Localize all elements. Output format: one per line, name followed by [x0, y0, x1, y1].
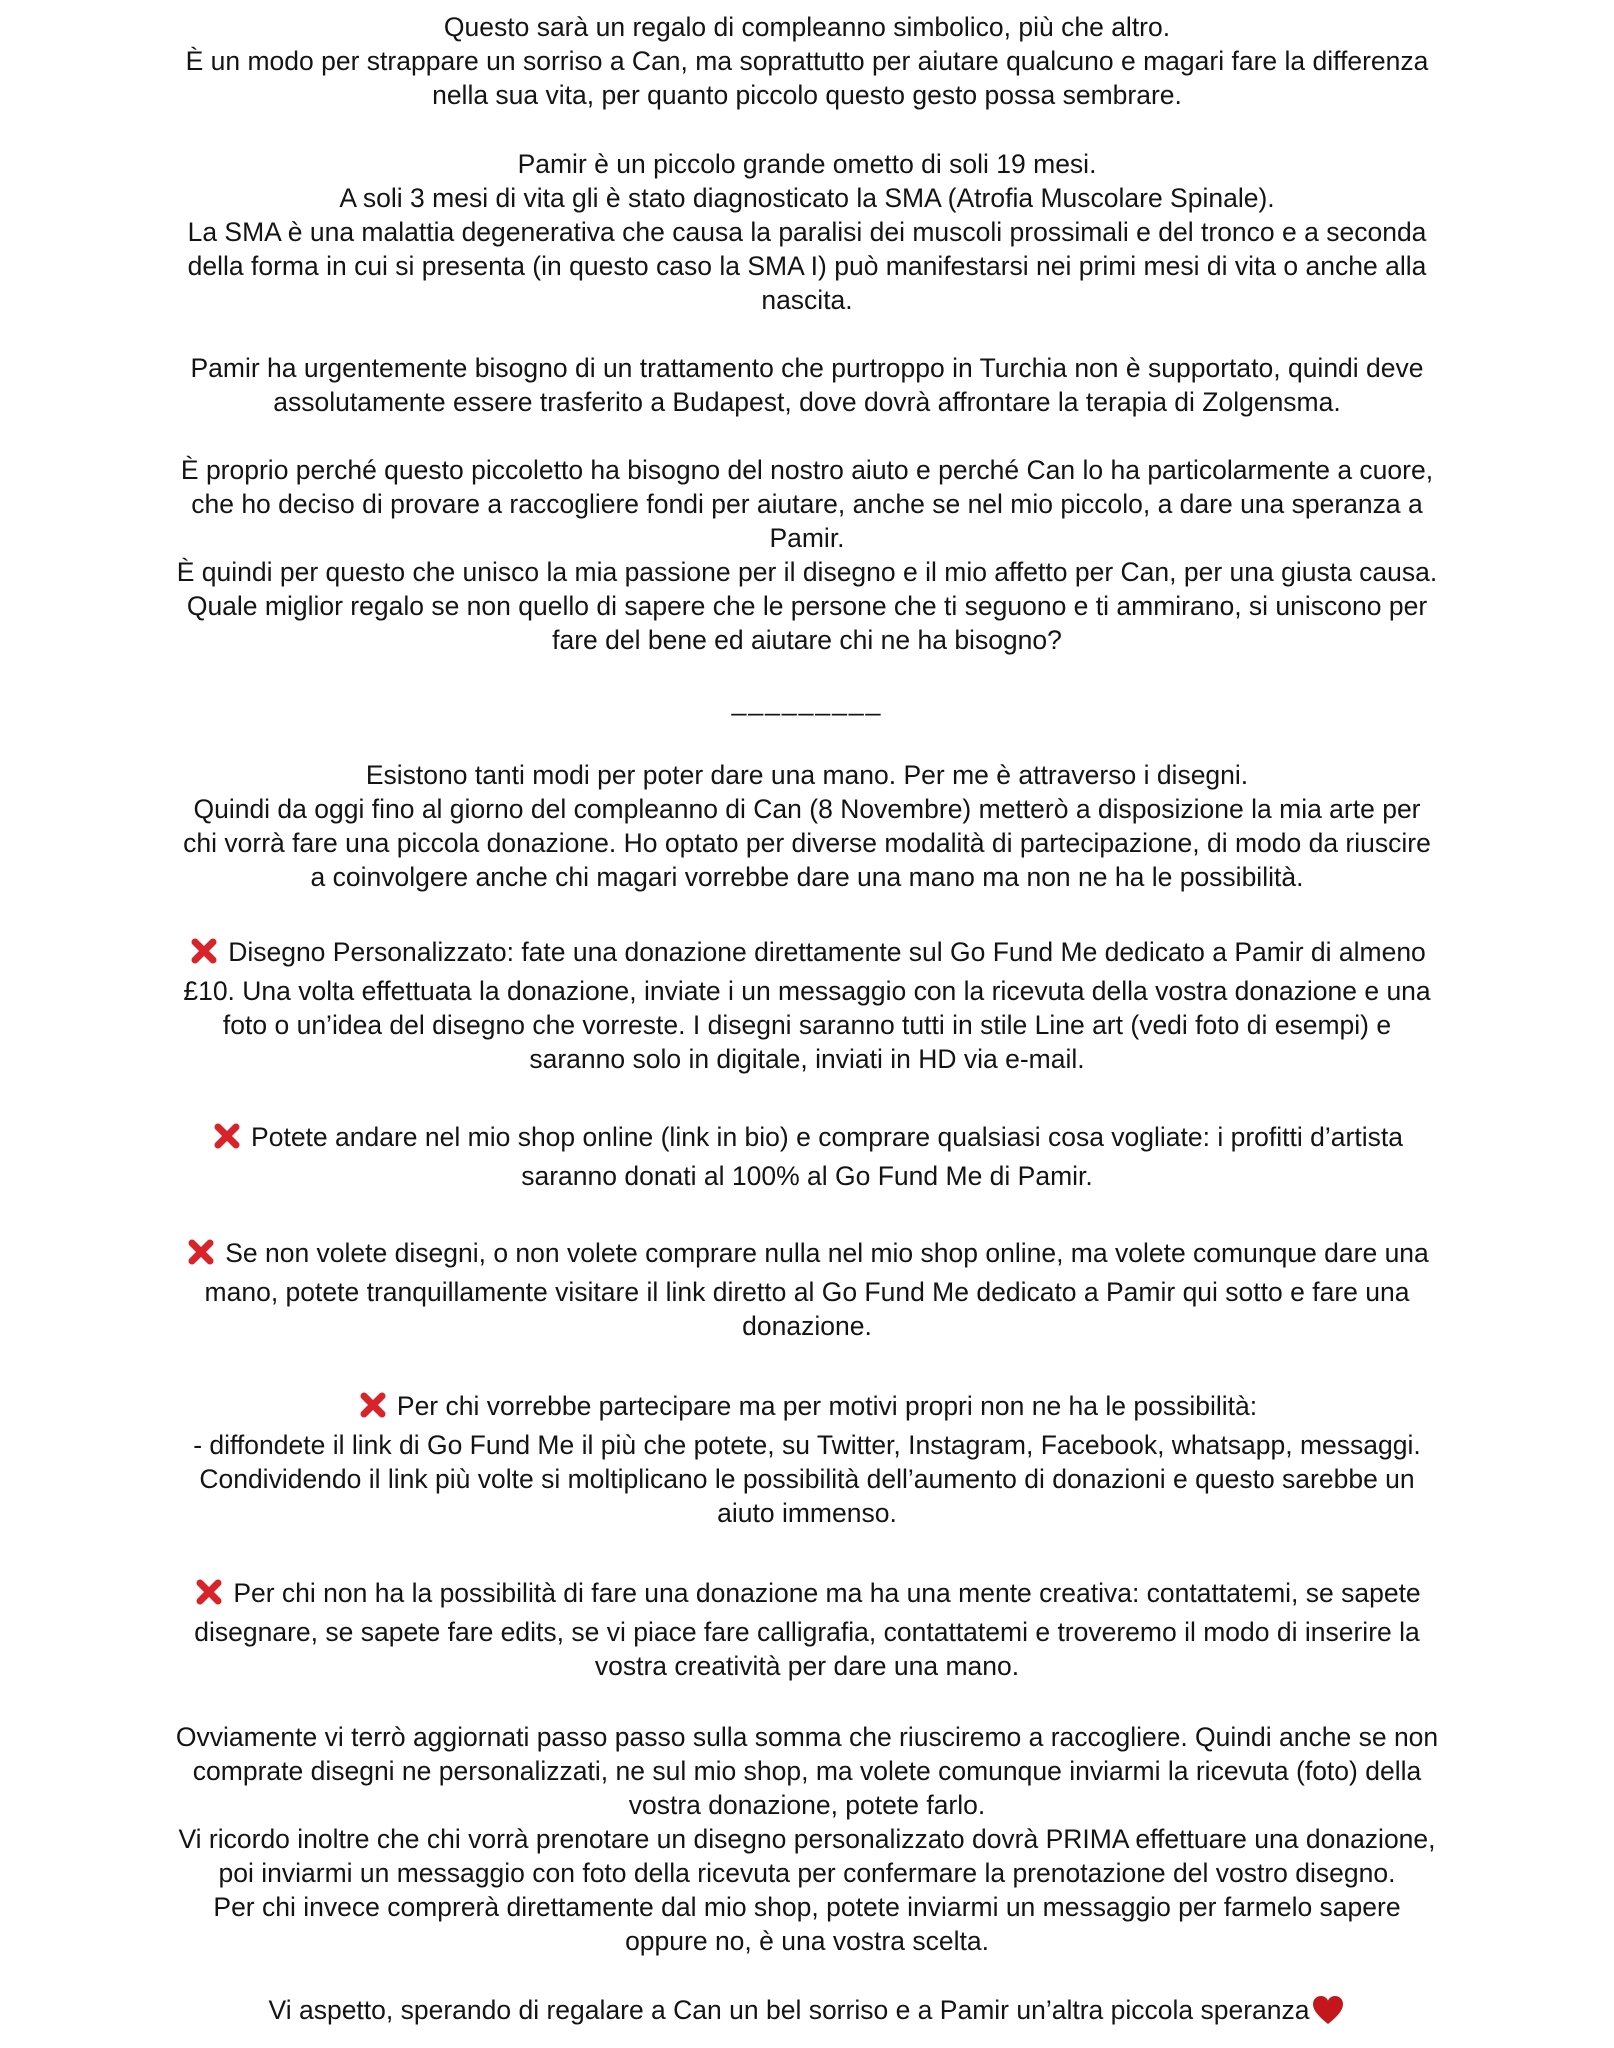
updates-line-5: poi inviarmi un messaggio con foto della ricevuta per confermare la prenotazione del vostro disegno.	[218, 1858, 1396, 1888]
option1-text: Disegno Personalizzato: fate una donazione direttamente sul Go Fund Me dedicato a Pamir di almeno	[228, 937, 1426, 967]
updates-line-7: oppure no, è una vostra scelta.	[625, 1926, 989, 1956]
pamir-line-5: nascita.	[761, 285, 853, 315]
reason-line-6: fare del bene ed aiutare chi ne ha bisogno?	[552, 625, 1062, 655]
option4-line-3: Condividendo il link più volte si moltiplicano le possibilità dell’aumento di donazioni e questo sarebbe un	[199, 1464, 1415, 1494]
red-heart-icon	[1311, 1994, 1345, 2034]
ways-line-1: Esistono tanti modi per poter dare una mano. Per me è attraverso i disegni.	[365, 760, 1249, 790]
option4-line-4: aiuto immenso.	[717, 1498, 897, 1528]
option3-text: Se non volete disegni, o non volete comprare nulla nel mio shop online, ma volete comunque dare una	[225, 1238, 1429, 1268]
option3-line-1	[0, 1236, 1614, 1276]
pamir-line-1: Pamir è un piccolo grande ometto di soli 19 mesi.	[517, 149, 1097, 179]
treatment-line-1: Pamir ha urgentemente bisogno di un trattamento che purtroppo in Turchia non è supportato, quindi deve	[190, 353, 1424, 383]
intro-line-1: Questo sarà un regalo di compleanno simbolico, più che altro.	[443, 12, 1171, 42]
option5-line-2: disegnare, se sapete fare edits, se vi piace fare calligrafia, contattatemi e troveremo il modo di inserire la	[194, 1617, 1420, 1647]
updates-line-6: Per chi invece comprerà direttamente dal mio shop, potete inviarmi un messaggio per farmelo sapere	[213, 1892, 1401, 1922]
option5-line-3: vostra creatività per dare una mano.	[594, 1651, 1020, 1681]
option2-line-2: saranno donati al 100% al Go Fund Me di Pamir.	[521, 1161, 1093, 1191]
option1-line-4: saranno solo in digitale, inviati in HD via e-mail.	[529, 1044, 1085, 1074]
option5-text: Per chi non ha la possibilità di fare una donazione ma ha una mente creativa: contattatemi, se sapete	[233, 1578, 1421, 1608]
option4-text: Per chi vorrebbe partecipare ma per motivi propri non ne ha le possibilità:	[396, 1391, 1258, 1421]
option3-line-3: donazione.	[742, 1311, 872, 1341]
closing-text: Vi aspetto, sperando di regalare a Can un bel sorriso e a Pamir un’altra piccola speranza	[268, 1995, 1310, 2025]
updates-line-4: Vi ricordo inoltre che chi vorrà prenotare un disegno personalizzato dovrà PRIMA effettuare una donazione,	[178, 1824, 1436, 1854]
cross-mark-icon	[193, 1576, 225, 1616]
updates-line-1: Ovviamente vi terrò aggiornati passo passo sulla somma che riusciremo a raccogliere. Quindi anche se non	[175, 1722, 1439, 1752]
cross-mark-icon	[188, 935, 220, 975]
ways-line-4: a coinvolgere anche chi magari vorrebbe dare una mano ma non ne ha le possibilità.	[310, 862, 1304, 892]
option2-text: Potete andare nel mio shop online (link in bio) e comprare qualsiasi cosa vogliate: i profitti d’artista	[251, 1122, 1403, 1152]
reason-line-5: Quale miglior regalo se non quello di sapere che le persone che ti seguono e ti ammirano, si uniscono per	[186, 591, 1428, 621]
option5-line-1	[0, 1576, 1614, 1616]
option1-line-2: £10. Una volta effettuata la donazione, inviate i un messaggio con la ricevuta della vostra donazione e una	[183, 976, 1431, 1006]
intro-line-2: È un modo per strappare un sorriso a Can, ma soprattutto per aiutare qualcuno e magari fare la differenza	[185, 46, 1429, 76]
reason-line-4: È quindi per questo che unisco la mia passione per il disegno e il mio affetto per Can, per una giusta causa.	[176, 557, 1438, 587]
pamir-line-2: A soli 3 mesi di vita gli è stato diagnosticato la SMA (Atrofia Muscolare Spinale).	[339, 183, 1275, 213]
option1-line-1	[0, 935, 1614, 975]
option2-line-1	[0, 1120, 1614, 1160]
updates-line-3: vostra donazione, potete farlo.	[628, 1790, 986, 1820]
cross-mark-icon	[211, 1120, 243, 1160]
section-divider: _________	[731, 686, 883, 716]
ways-line-3: chi vorrà fare una piccola donazione. Ho optato per diverse modalità di partecipazione, di modo da riuscire	[183, 828, 1431, 858]
pamir-line-4: della forma in cui si presenta (in questo caso la SMA I) può manifestarsi nei primi mesi di vita o anche alla	[187, 251, 1427, 281]
reason-line-3: Pamir.	[769, 523, 845, 553]
reason-line-2: che ho deciso di provare a raccogliere fondi per aiutare, anche se nel mio piccolo, a dare una speranza a	[191, 489, 1423, 519]
closing-line	[0, 1993, 1614, 2034]
pamir-line-3: La SMA è una malattia degenerativa che causa la paralisi dei muscoli prossimali e del tronco e a seconda	[187, 217, 1427, 247]
reason-line-1: È proprio perché questo piccoletto ha bisogno del nostro aiuto e perché Can lo ha particolarmente a cuore,	[180, 455, 1434, 485]
option1-line-3: foto o un’idea del disegno che vorreste. I disegni saranno tutti in stile Line art (vedi foto di esempi) e	[222, 1010, 1392, 1040]
option3-line-2: mano, potete tranquillamente visitare il link diretto al Go Fund Me dedicato a Pamir qui sotto e fare una	[204, 1277, 1410, 1307]
cross-mark-icon	[185, 1236, 217, 1276]
intro-line-3: nella sua vita, per quanto piccolo questo gesto possa sembrare.	[432, 80, 1182, 110]
option4-line-1	[0, 1389, 1614, 1429]
cross-mark-icon	[357, 1389, 389, 1429]
option4-line-2: - diffondete il link di Go Fund Me il più che potete, su Twitter, Instagram, Facebook, whatsapp, messaggi.	[193, 1430, 1421, 1460]
updates-line-2: comprate disegni ne personalizzati, ne sul mio shop, ma volete comunque inviarmi la ricevuta (foto) della	[192, 1756, 1422, 1786]
ways-line-2: Quindi da oggi fino al giorno del compleanno di Can (8 Novembre) metterò a disposizione la mia arte per	[193, 794, 1421, 824]
treatment-line-2: assolutamente essere trasferito a Budapest, dove dovrà affrontare la terapia di Zolgensma.	[273, 387, 1341, 417]
